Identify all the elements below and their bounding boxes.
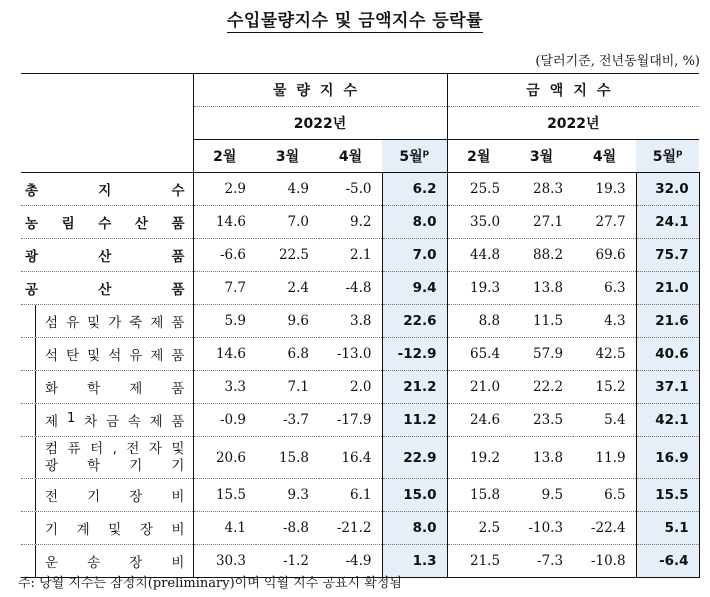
- cell-value-m2: 28.3: [510, 173, 573, 206]
- cell-volume-m1: 14.6: [193, 206, 256, 239]
- cell-volume-m4: -12.9: [382, 338, 447, 371]
- cell-value-m4: 21.6: [636, 305, 699, 338]
- cell-value-m2: 57.9: [510, 338, 573, 371]
- cell-value-m2: 13.8: [510, 272, 573, 305]
- cell-volume-m4: 6.2: [382, 173, 447, 206]
- cell-value-m4: 42.1: [636, 404, 699, 437]
- corner-cell: [21, 74, 193, 107]
- cell-volume-m1: 4.1: [193, 512, 256, 545]
- month-header-value-4: 5월$^p$: [636, 140, 699, 173]
- month-header-volume-3: 4월: [319, 140, 382, 173]
- row-label: [21, 239, 193, 272]
- cell-value-m2: 23.5: [510, 404, 573, 437]
- month-header-value-1: 2월: [447, 140, 510, 173]
- cell-value-m3: 69.6: [573, 239, 636, 272]
- cell-volume-m2: 4.9: [256, 173, 319, 206]
- cell-volume-m4: 7.0: [382, 239, 447, 272]
- row-label-text: 농 림 수 산 품: [25, 216, 185, 232]
- cell-volume-m3: 2.0: [319, 371, 382, 404]
- month-row-label-cell: [21, 140, 193, 173]
- cell-volume-m3: -4.8: [319, 272, 382, 305]
- table-row: [21, 338, 699, 371]
- row-label: [21, 512, 193, 545]
- row-label-text: 광 학 기 기: [45, 457, 185, 474]
- row-label-text: 섬 유 및 가 죽 제 품: [45, 315, 185, 331]
- cell-volume-m2: 9.3: [256, 479, 319, 512]
- row-label: [21, 371, 193, 404]
- cell-volume-m3: -17.9: [319, 404, 382, 437]
- cell-volume-m2: 22.5: [256, 239, 319, 272]
- cell-value-m1: 19.3: [447, 272, 510, 305]
- cell-volume-m2: 15.8: [256, 437, 319, 479]
- cell-value-m1: 44.8: [447, 239, 510, 272]
- row-label-text: 기 계 및 장 비: [45, 522, 185, 538]
- table-row: [21, 437, 699, 479]
- row-label: [21, 479, 193, 512]
- table-row: [21, 404, 699, 437]
- cell-volume-m2: 6.8: [256, 338, 319, 371]
- cell-volume-m2: -3.7: [256, 404, 319, 437]
- row-label: [21, 272, 193, 305]
- cell-value-m3: 19.3: [573, 173, 636, 206]
- cell-value-m2: -10.3: [510, 512, 573, 545]
- cell-volume-m4: 21.2: [382, 371, 447, 404]
- cell-volume-m3: 9.2: [319, 206, 382, 239]
- row-label-text: 전 기 장 비: [45, 489, 185, 505]
- cell-volume-m4: 8.0: [382, 206, 447, 239]
- table-row: [21, 272, 699, 305]
- cell-value-m2: 9.5: [510, 479, 573, 512]
- unit-note: (달러기준, 전년동월대비, %): [535, 54, 700, 69]
- row-label-text: 석 탄 및 석 유 제 품: [45, 348, 185, 364]
- table-row: [21, 512, 699, 545]
- cell-value-m1: 65.4: [447, 338, 510, 371]
- cell-volume-m1: -0.9: [193, 404, 256, 437]
- cell-value-m4: 37.1: [636, 371, 699, 404]
- cell-volume-m2: -8.8: [256, 512, 319, 545]
- cell-volume-m1: 5.9: [193, 305, 256, 338]
- cell-value-m2: 22.2: [510, 371, 573, 404]
- cell-value-m3: 6.5: [573, 479, 636, 512]
- cell-value-m1: 2.5: [447, 512, 510, 545]
- cell-value-m3: 42.5: [573, 338, 636, 371]
- cell-volume-m3: -21.2: [319, 512, 382, 545]
- cell-volume-m4: 22.6: [382, 305, 447, 338]
- cell-value-m1: 35.0: [447, 206, 510, 239]
- prelim-mark: p: [675, 148, 683, 159]
- table-row: [21, 206, 699, 239]
- row-label: [21, 305, 193, 338]
- cell-value-m3: -10.8: [573, 545, 636, 578]
- year-header-value: 2022년: [447, 107, 699, 140]
- cell-volume-m3: -4.9: [319, 545, 382, 578]
- cell-value-m1: 25.5: [447, 173, 510, 206]
- cell-value-m3: 11.9: [573, 437, 636, 479]
- cell-volume-m3: 3.8: [319, 305, 382, 338]
- cell-value-m4: 5.1: [636, 512, 699, 545]
- cell-value-m3: 6.3: [573, 272, 636, 305]
- cell-volume-m2: 2.4: [256, 272, 319, 305]
- cell-volume-m1: 3.3: [193, 371, 256, 404]
- cell-value-m2: 27.1: [510, 206, 573, 239]
- month-header-value-3: 4월: [573, 140, 636, 173]
- cell-volume-m4: 22.9: [382, 437, 447, 479]
- cell-volume-m1: 15.5: [193, 479, 256, 512]
- row-label-text: 제 1 차 금 속 제 품: [45, 410, 185, 430]
- cell-volume-m3: -13.0: [319, 338, 382, 371]
- cell-value-m2: 13.8: [510, 437, 573, 479]
- cell-volume-m2: -1.2: [256, 545, 319, 578]
- row-label-text: 운 송 장 비: [45, 555, 185, 571]
- cell-volume-m4: 11.2: [382, 404, 447, 437]
- cell-volume-m3: 2.1: [319, 239, 382, 272]
- cell-value-m4: 24.1: [636, 206, 699, 239]
- index-table: [21, 73, 700, 578]
- cell-value-m1: 8.8: [447, 305, 510, 338]
- cell-value-m4: 40.6: [636, 338, 699, 371]
- month-header-volume-4: 5월$^p$: [382, 140, 447, 173]
- cell-volume-m3: 6.1: [319, 479, 382, 512]
- cell-value-m4: 32.0: [636, 173, 699, 206]
- cell-volume-m1: 20.6: [193, 437, 256, 479]
- cell-volume-m2: 7.1: [256, 371, 319, 404]
- cell-value-m3: 4.3: [573, 305, 636, 338]
- cell-value-m4: 21.0: [636, 272, 699, 305]
- row-label: [21, 338, 193, 371]
- row-label: [21, 206, 193, 239]
- cell-value-m4: 16.9: [636, 437, 699, 479]
- footnote: 주: 당월 지수는 잠정치(preliminary)이며 익월 지수 공표시 확정됨: [18, 576, 402, 591]
- cell-value-m1: 21.5: [447, 545, 510, 578]
- table-row: [21, 239, 699, 272]
- cell-value-m4: -6.4: [636, 545, 699, 578]
- cell-value-m3: -22.4: [573, 512, 636, 545]
- page-title: 수입물량지수 및 금액지수 등락률: [226, 11, 484, 31]
- cell-value-m2: -7.3: [510, 545, 573, 578]
- cell-value-m4: 75.7: [636, 239, 699, 272]
- month-header-value-2: 3월: [510, 140, 573, 173]
- group-volume-header: 물량지수: [193, 74, 447, 107]
- cell-value-m1: 24.6: [447, 404, 510, 437]
- table-row: [21, 479, 699, 512]
- cell-volume-m4: 15.0: [382, 479, 447, 512]
- row-label-text: 광 산 품: [25, 249, 185, 265]
- cell-volume-m4: 9.4: [382, 272, 447, 305]
- month-header-volume-1: 2월: [193, 140, 256, 173]
- cell-value-m4: 15.5: [636, 479, 699, 512]
- table-row: [21, 173, 699, 206]
- cell-volume-m2: 9.6: [256, 305, 319, 338]
- group-value-header: 금액지수: [447, 74, 699, 107]
- cell-value-m3: 5.4: [573, 404, 636, 437]
- row-label: [21, 437, 193, 479]
- cell-volume-m4: 1.3: [382, 545, 447, 578]
- cell-value-m1: 15.8: [447, 479, 510, 512]
- cell-value-m3: 27.7: [573, 206, 636, 239]
- table-row: [21, 371, 699, 404]
- row-label-text: 공 산 품: [25, 282, 185, 298]
- row-label-text: 총 지 수: [25, 183, 185, 199]
- cell-volume-m1: 30.3: [193, 545, 256, 578]
- cell-volume-m3: -5.0: [319, 173, 382, 206]
- cell-volume-m1: 7.7: [193, 272, 256, 305]
- cell-value-m2: 88.2: [510, 239, 573, 272]
- prelim-mark: p: [422, 148, 430, 159]
- cell-value-m3: 15.2: [573, 371, 636, 404]
- cell-volume-m2: 7.0: [256, 206, 319, 239]
- month-header-volume-2: 3월: [256, 140, 319, 173]
- row-label: [21, 404, 193, 437]
- year-header-volume: 2022년: [193, 107, 447, 140]
- row-label-text: 컴 퓨 터 , 전 자 및: [45, 440, 185, 457]
- cell-value-m1: 19.2: [447, 437, 510, 479]
- cell-value-m2: 11.5: [510, 305, 573, 338]
- cell-volume-m4: 8.0: [382, 512, 447, 545]
- cell-volume-m1: 2.9: [193, 173, 256, 206]
- cell-volume-m1: 14.6: [193, 338, 256, 371]
- cell-volume-m3: 16.4: [319, 437, 382, 479]
- row-label-text: 화 학 제 품: [45, 381, 185, 397]
- cell-value-m1: 21.0: [447, 371, 510, 404]
- table-row: [21, 305, 699, 338]
- cell-volume-m1: -6.6: [193, 239, 256, 272]
- row-label: [21, 173, 193, 206]
